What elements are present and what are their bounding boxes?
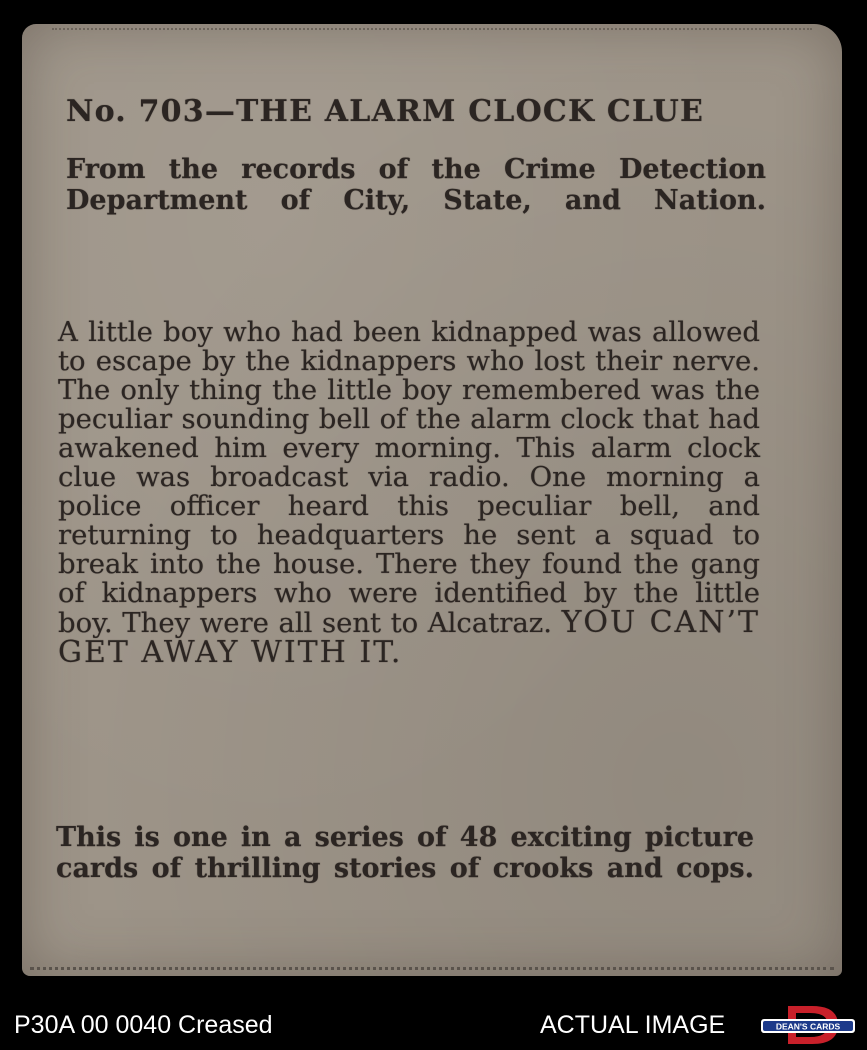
item-code-label: P30A 00 0040 Creased <box>14 1011 273 1039</box>
story-text: A little boy who had been kidnapped was allowed to escape by the kidnappers who lost their nerve. The only thing the little boy remembered was the peculiar sounding bell of the alarm clock that had awakened him every morning. This alarm clock clue was broadcast via radio. One morning a police officer heard this peculiar bell, and returning to headquarters he sent a squad to break into the house. There they found the gang of kidnappers who were identified by the little boy. They were all sent to Alcatraz. <box>58 316 760 639</box>
actual-image-label: ACTUAL IMAGE <box>540 1011 726 1039</box>
logo-text: DEAN'S CARDS <box>775 1021 841 1032</box>
card-subtitle: From the records of the Crime Detection Department of City, State, and Nation. <box>66 154 766 216</box>
story-tagline: YOU CAN’T GET AWAY WITH IT. <box>58 605 760 670</box>
series-note: This is one in a series of 48 exciting picture cards of thrilling stories of crooks and cops. <box>56 822 754 884</box>
deans-cards-logo <box>760 1004 856 1046</box>
story-paragraph <box>58 318 760 668</box>
card-title: No. 703—THE ALARM CLOCK CLUE <box>66 94 705 129</box>
